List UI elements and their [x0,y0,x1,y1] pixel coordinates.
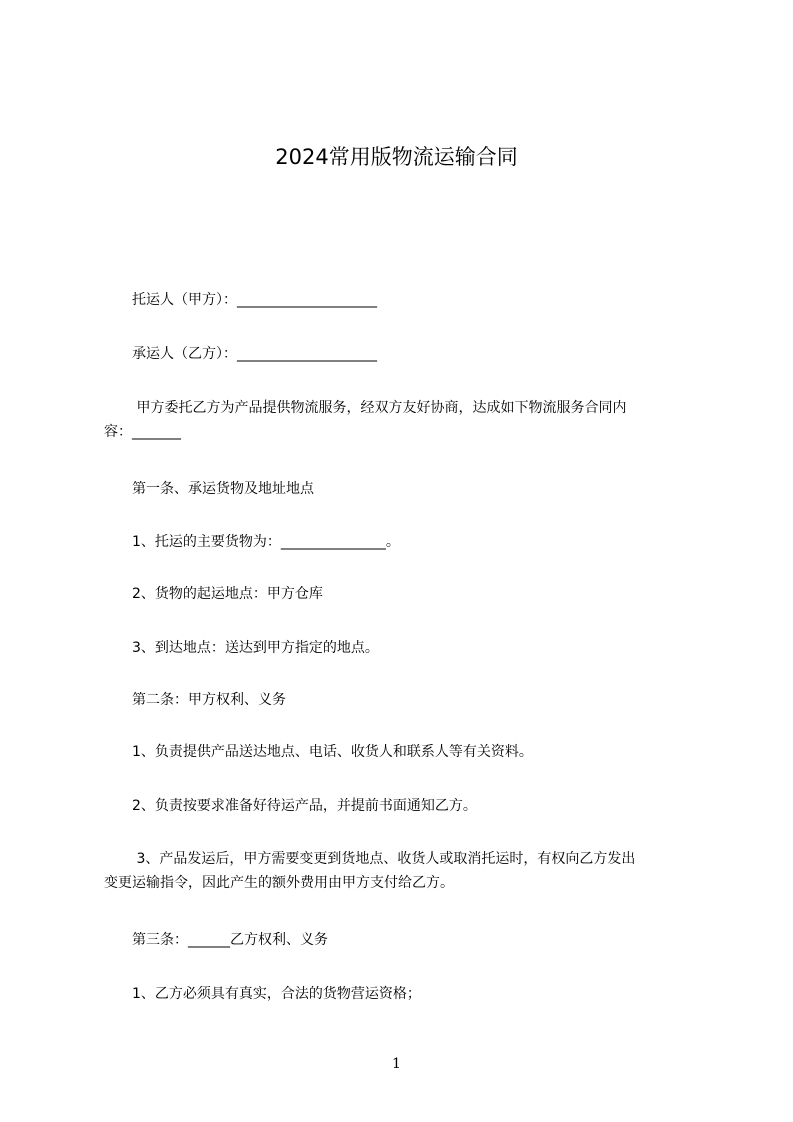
contract-title: 2024常用版物流运输合同 [275,145,518,169]
article-3-item-1 [104,982,696,1006]
paragraph-line: 2、货物的起运地点：甲方仓库 [104,586,323,602]
page-number: 1 [392,1056,401,1072]
article-2-item-3 [104,847,696,895]
paragraph-line: 1、负责提供产品送达地点、电话、收货人和联系人等有关资料。 [104,744,533,760]
article-2-item-1 [104,740,696,764]
article-1-heading [104,477,696,501]
paragraph-line: 2、负责按要求准备好待运产品，并提前书面通知乙方。 [104,798,477,814]
paragraph-line: 容：_______ [104,424,181,440]
paragraph-line: 第一条、承运货物及地址地点 [104,481,314,497]
paragraph-line: 变更运输指令，因此产生的额外费用由甲方支付给乙方。 [104,875,454,891]
article-1-item-1 [104,530,696,554]
paragraph-line: 甲方委托乙方为产品提供物流服务，经双方友好协商，达成如下物流服务合同内 [104,400,627,416]
article-3-heading [104,928,696,952]
article-2-heading [104,688,696,712]
paragraph-line: 第二条：甲方权利、义务 [104,692,286,708]
paragraph-line: 托运人（甲方）：____________________ [104,292,377,308]
paragraph-line: 1、乙方必须具有真实，合法的货物营运资格； [104,986,421,1002]
paragraph-line: 承运人（乙方）：____________________ [104,346,377,362]
article-2-item-2 [104,794,696,818]
paragraph-line: 第三条：______乙方权利、义务 [104,932,328,948]
article-1-item-3 [104,636,696,660]
paragraph-line: 3、到达地点：送达到甲方指定的地点。 [104,640,379,656]
intro-paragraph [104,396,696,444]
article-1-item-2 [104,582,696,606]
carrier-party-b-line [104,342,696,366]
paragraph-line: 3、产品发运后，甲方需要变更到货地点、收货人或取消托运时，有权向乙方发出 [104,851,636,867]
shipper-party-a-line [104,288,696,312]
paragraph-line: 1、托运的主要货物为：_______________。 [104,534,400,550]
